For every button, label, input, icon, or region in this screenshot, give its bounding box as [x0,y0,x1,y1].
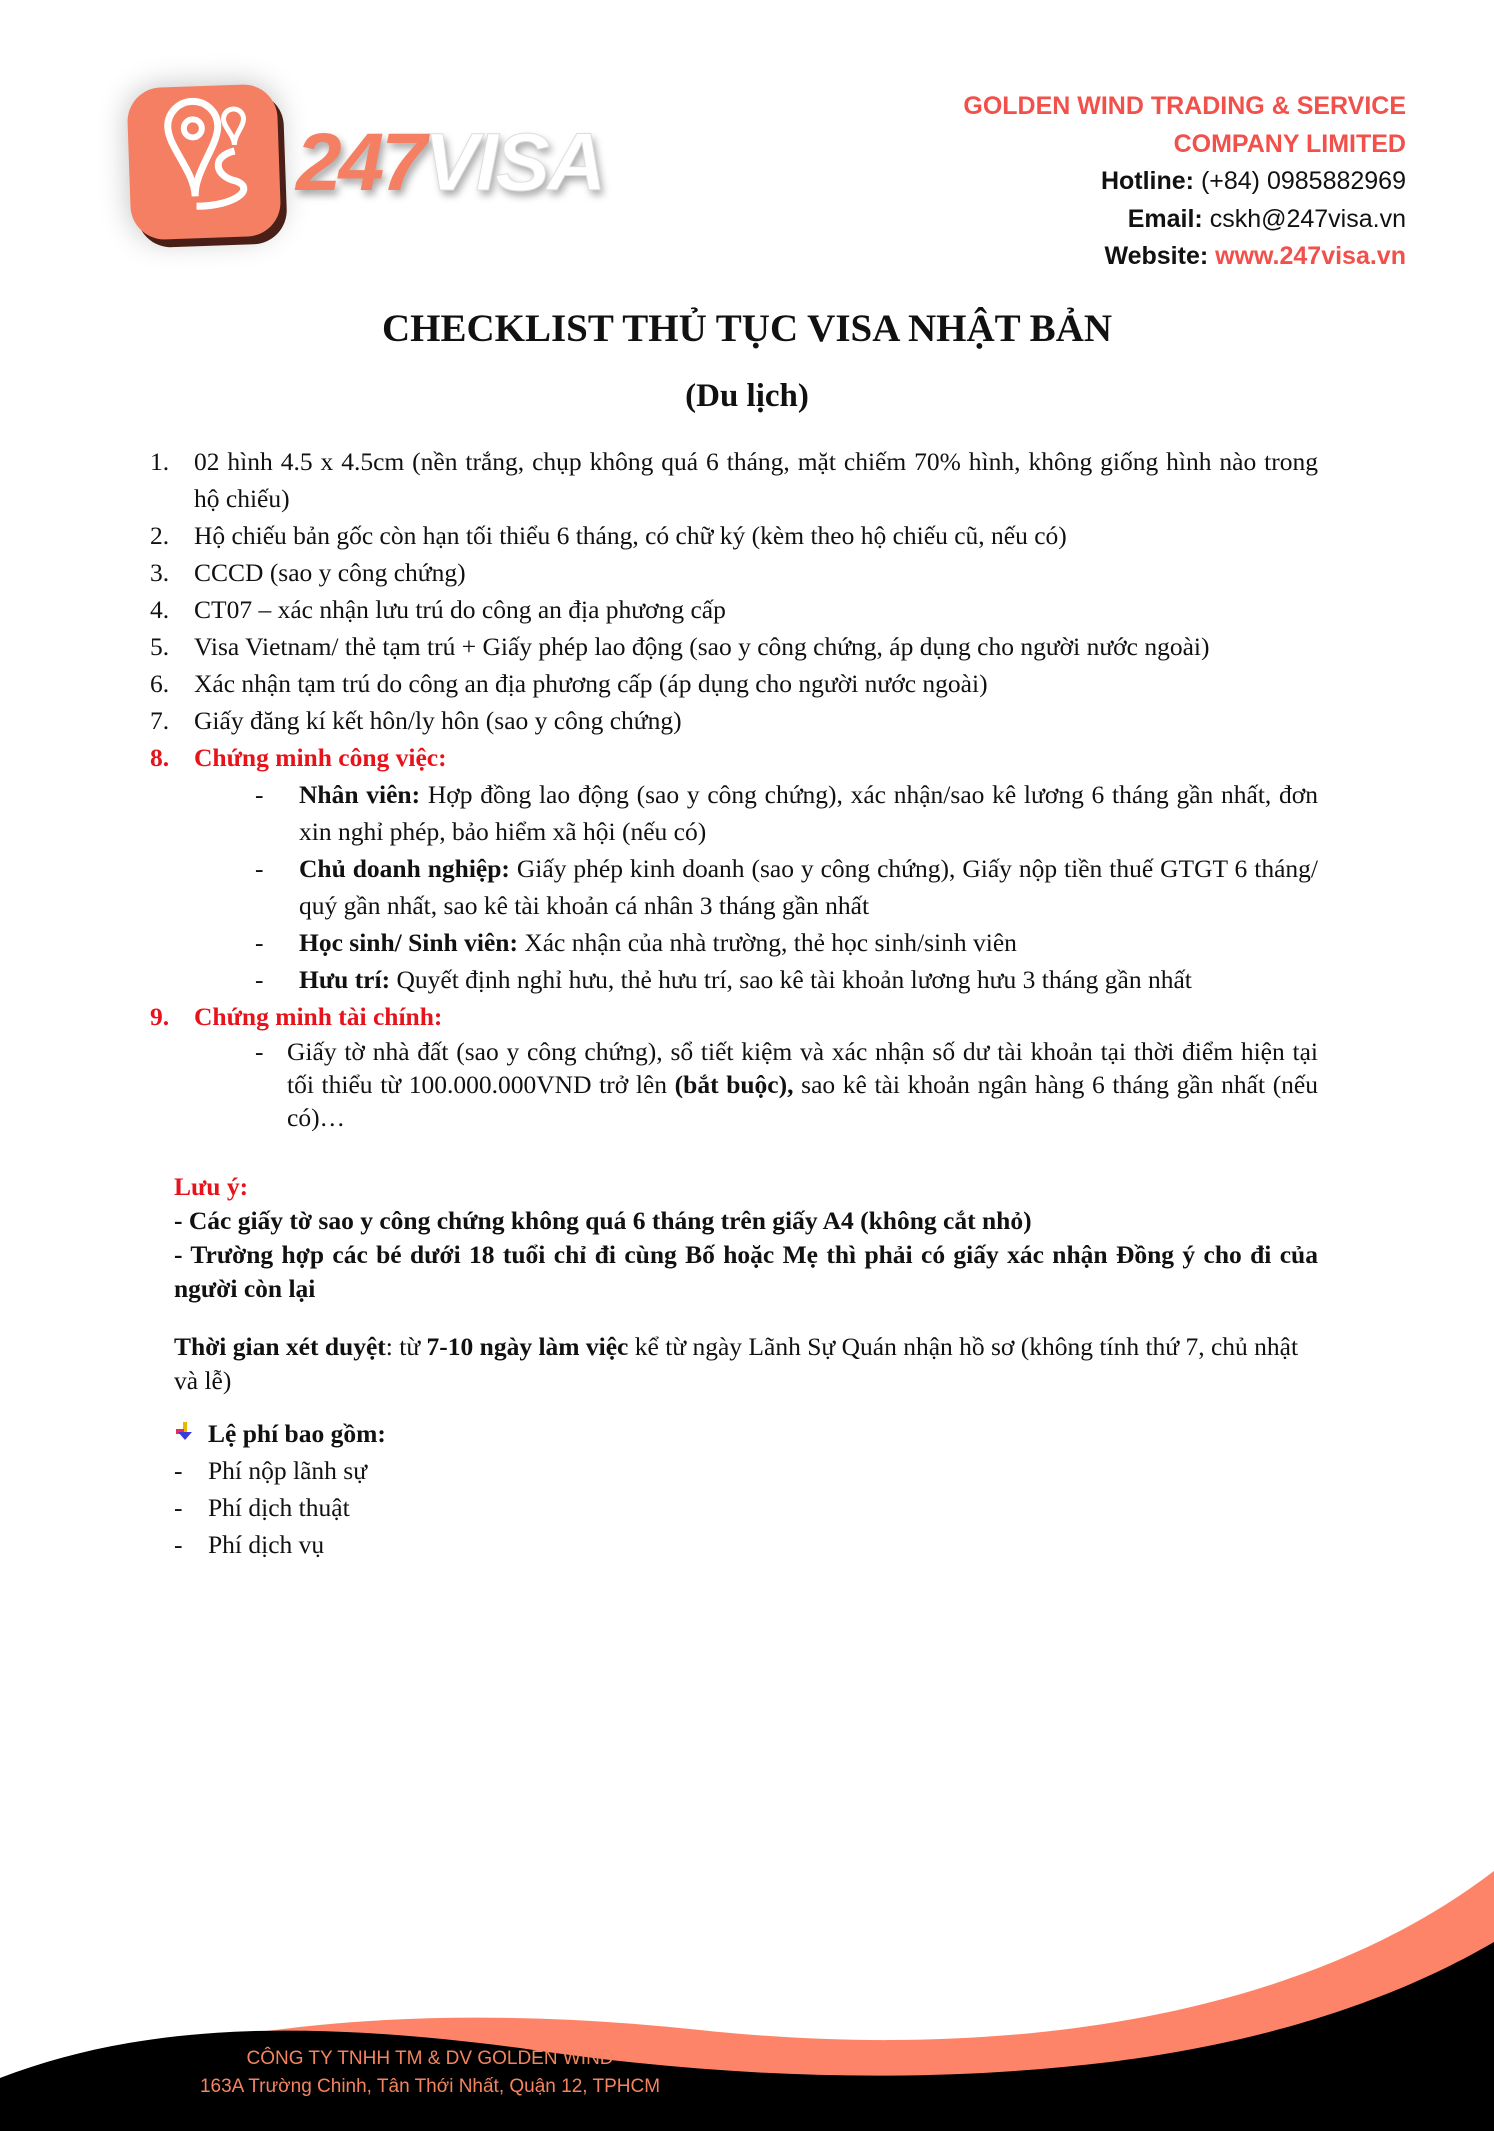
work-proof-heading: 8. Chứng minh công việc: [150,743,447,772]
page-title: CHECKLIST THỦ TỤC VISA NHẬT BẢN [381,307,1113,350]
note-line: - Các giấy tờ sao y công chứng không quá 6 tháng trên giấy A4 (không cắt nhỏ) [174,1206,1032,1235]
review-time: Thời gian xét duyệt: từ 7-10 ngày làm việc kể từ ngày Lãnh Sự Quán nhận hồ sơ (không tính thứ 7, chủ nhật và lễ) [174,1332,1299,1395]
fee-item: - Phí nộp lãnh sự [174,1456,368,1485]
list-item: 6. Xác nhận tạm trú do công an địa phương cấp (áp dụng cho người nước ngoài) [150,669,988,698]
notes-heading: Lưu ý: [174,1172,249,1201]
hotline: Hotline: (+84) 0985882969 [1100,167,1406,195]
company-name: GOLDEN WIND TRADING & SERVICE [963,92,1406,120]
finance-proof-heading: 9. Chứng minh tài chính: [150,1002,443,1031]
finance-bullet: - Giấy tờ nhà đất (sao y công chứng), sổ tiết kiệm và xác nhận số dư tài khoản tại thời điểm hiện tại tối thiểu từ 100.000.000VND trở lên (bắt buộc), sao kê tài khoản ngân hàng 6 tháng gần nhất (nếu có)… [255,1037,1319,1132]
work-bullet: - Hưu trí: Quyết định nghỉ hưu, thẻ hưu trí, sao kê tài khoản lương hưu 3 tháng gần nhất [255,965,1192,994]
list-item: 3. CCCD (sao y công chứng) [150,558,466,587]
list-item: 2. Hộ chiếu bản gốc còn hạn tối thiểu 6 tháng, có chữ ký (kèm theo hộ chiếu cũ, nếu có) [150,521,1067,550]
work-bullet: - Nhân viên: Hợp đồng lao động (sao y công chứng), xác nhận/sao kê lương 6 tháng gần nhất, đơn xin nghỉ phép, bảo hiểm xã hội (nếu có) [255,780,1318,846]
list-item: 1. 02 hình 4.5 x 4.5cm (nền trắng, chụp không quá 6 tháng, mặt chiếm 70% hình, không giống hình nào trong hộ chiếu) [150,447,1318,513]
company-name-line2: COMPANY LIMITED [1173,129,1406,158]
list-item: 4. CT07 – xác nhận lưu trú do công an địa phương cấp [150,595,726,624]
website-link[interactable]: www.247visa.vn [1215,242,1406,270]
logo-wordmark: 247VISA [296,117,604,208]
page-subtitle: (Du lịch) [685,378,809,414]
website: Website: www.247visa.vn [1104,242,1406,270]
email: Email: cskh@247visa.vn [1127,204,1406,233]
fee-item: - Phí dịch vụ [174,1530,325,1559]
note-line: - Trường hợp các bé dưới 18 tuổi chỉ đi cùng Bố hoặc Mẹ thì phải có giấy xác nhận Đồng ý cho đi của người còn lại [174,1240,1318,1303]
list-item: 7. Giấy đăng kí kết hôn/ly hôn (sao y công chứng) [150,706,682,735]
list-item: 5. Visa Vietnam/ thẻ tạm trú + Giấy phép lao động (sao y công chứng, áp dụng cho người nước ngoài) [150,632,1210,661]
work-bullet: - Học sinh/ Sinh viên: Xác nhận của nhà trường, thẻ học sinh/sinh viên [255,928,1017,957]
work-bullet: - Chủ doanh nghiệp: Giấy phép kinh doanh (sao y công chứng), Giấy nộp tiền thuế GTGT 6 tháng/ quý gần nhất, sao kê tài khoản cá nhân 3 tháng gần nhất [255,854,1318,920]
footer-address: CÔNG TY TNHH TM & DV GOLDEN WIND 163A Trường Chinh, Tân Thới Nhất, Quận 12, TPHCM [199,2048,661,2097]
fees-heading-row: Lệ phí bao gồm: [174,1415,386,1452]
fee-item: - Phí dịch thuật [174,1493,350,1522]
